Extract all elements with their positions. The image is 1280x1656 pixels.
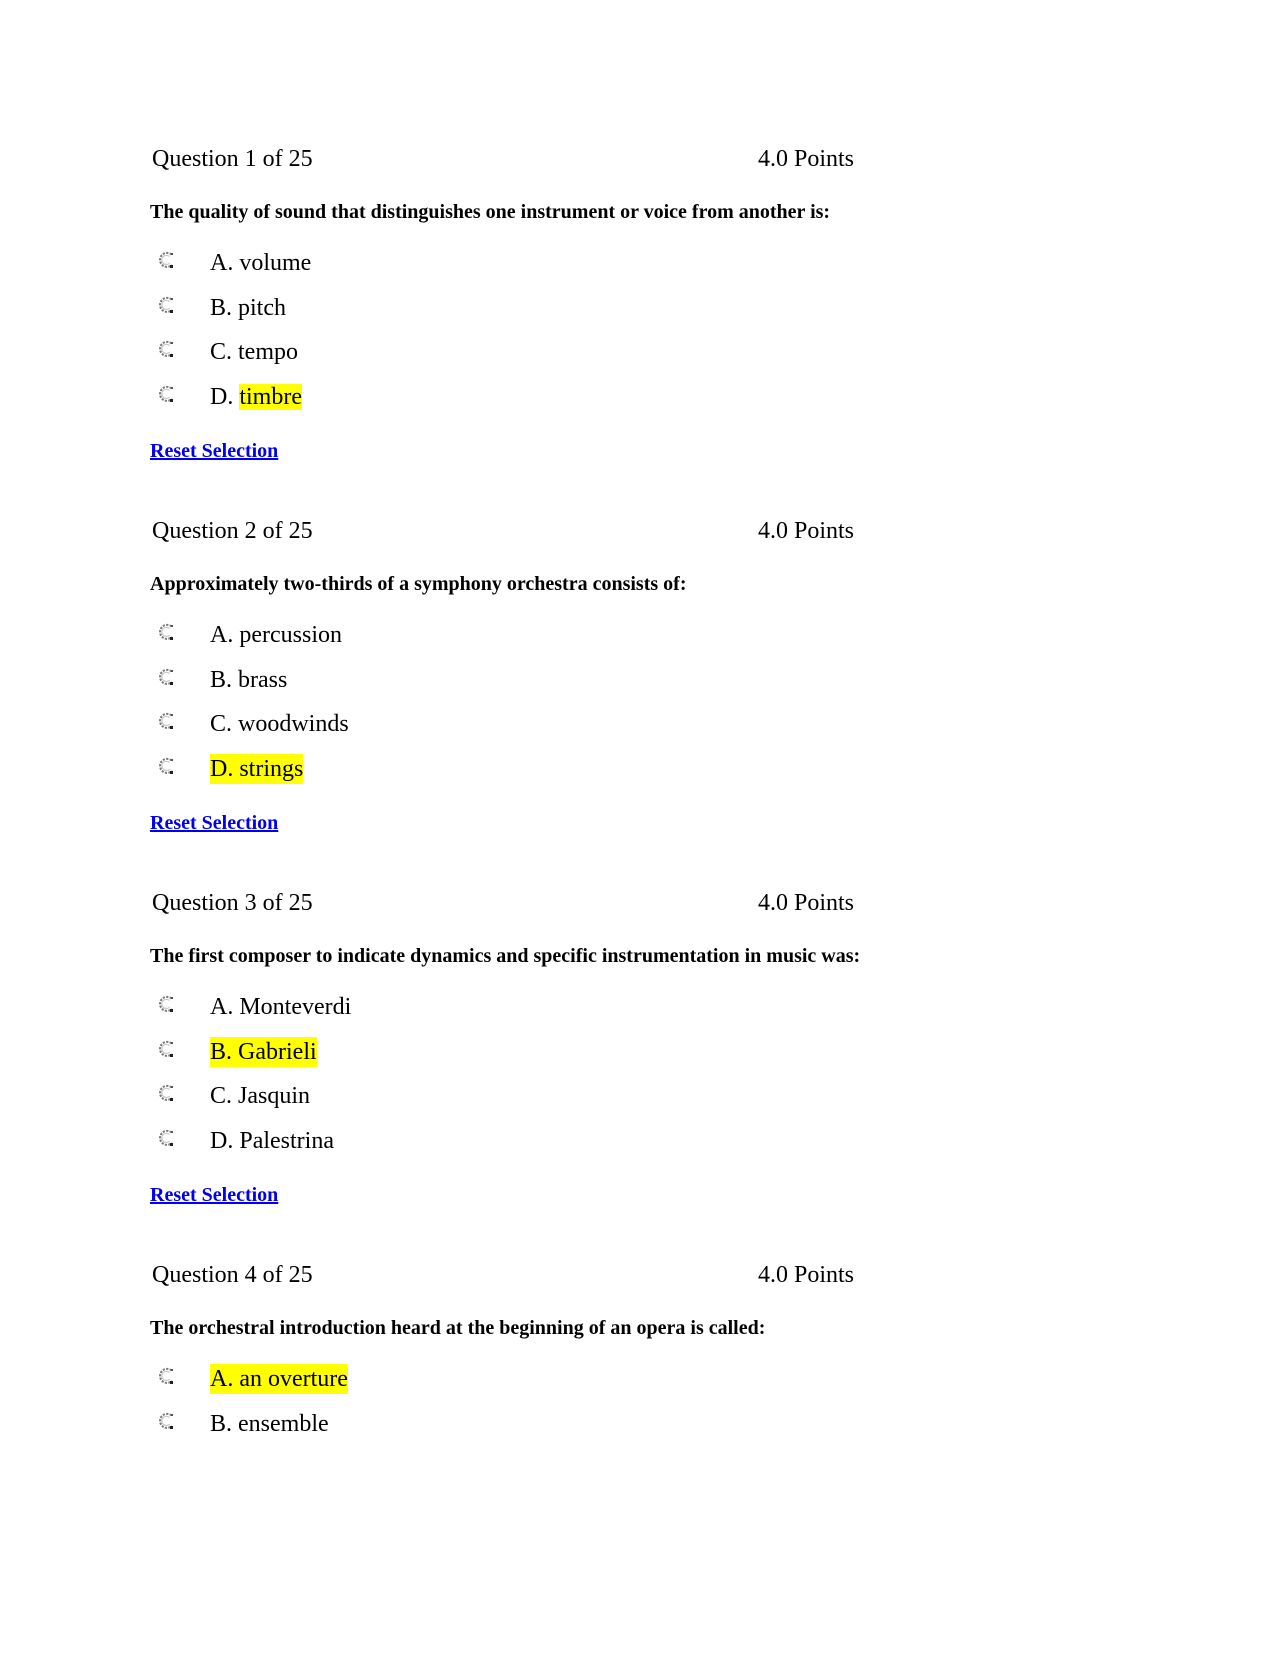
option-a[interactable]	[150, 248, 910, 293]
reset-selection-link[interactable]: Reset Selection	[150, 811, 279, 834]
radio-button-icon[interactable]	[156, 1411, 176, 1431]
option-c[interactable]	[150, 709, 910, 754]
option-prefix: D.	[210, 384, 240, 411]
radio-button-icon[interactable]	[156, 667, 176, 687]
radio-button-icon[interactable]	[156, 1039, 176, 1059]
option-prefix: B.	[210, 294, 239, 321]
option-b[interactable]	[150, 1037, 910, 1082]
option-prefix: D.	[210, 1128, 240, 1155]
option-b[interactable]	[150, 665, 910, 710]
option-label	[210, 1081, 310, 1111]
option-label	[210, 248, 311, 278]
option-answer: strings	[239, 756, 304, 783]
option-answer: woodwinds	[238, 711, 349, 738]
option-answer: Monteverdi	[239, 994, 352, 1020]
option-c[interactable]	[150, 337, 910, 382]
question-header	[150, 1260, 910, 1290]
option-answer: Jasquin	[238, 1083, 311, 1110]
option-prefix: A.	[210, 622, 240, 648]
option-label	[210, 709, 349, 739]
question-number: Question 4 of 25	[152, 1262, 313, 1288]
question-2	[150, 516, 910, 835]
radio-button-icon[interactable]	[156, 994, 176, 1014]
option-answer: Palestrina	[239, 1128, 334, 1155]
option-b[interactable]	[150, 293, 910, 338]
question-header	[150, 516, 910, 546]
option-d[interactable]	[150, 382, 910, 427]
option-label	[210, 293, 286, 323]
radio-button-icon[interactable]	[156, 711, 176, 731]
radio-button-icon[interactable]	[156, 339, 176, 359]
option-a[interactable]	[150, 620, 910, 665]
option-prefix: B.	[210, 1410, 239, 1437]
question-number: Question 2 of 25	[152, 518, 313, 544]
option-answer: tempo	[238, 339, 299, 366]
option-answer: volume	[239, 250, 312, 276]
question-text: Approximately two-thirds of a symphony orchestra consists of:	[150, 573, 687, 595]
option-d[interactable]	[150, 1126, 910, 1171]
question-points: 4.0 Points	[758, 890, 855, 916]
highlighted-answer: timbre	[239, 384, 302, 411]
question-points: 4.0 Points	[758, 146, 855, 172]
option-a[interactable]	[150, 1364, 910, 1409]
radio-button-icon[interactable]	[156, 295, 176, 315]
option-answer: pitch	[238, 294, 287, 321]
question-1	[150, 144, 910, 463]
question-3	[150, 888, 910, 1207]
radio-button-icon[interactable]	[156, 1128, 176, 1148]
option-prefix: C.	[210, 339, 239, 366]
option-prefix: A.	[210, 1366, 240, 1392]
option-label	[210, 1409, 329, 1439]
option-prefix: C.	[210, 1083, 239, 1110]
radio-button-icon[interactable]	[156, 250, 176, 270]
option-label	[210, 665, 287, 695]
radio-button-icon[interactable]	[156, 1366, 176, 1386]
question-header	[150, 888, 910, 918]
option-answer: brass	[238, 666, 288, 693]
option-prefix: A.	[210, 250, 240, 276]
answer-options	[150, 992, 910, 1171]
option-label	[210, 992, 351, 1022]
question-number: Question 1 of 25	[152, 146, 313, 172]
option-prefix: A.	[210, 994, 240, 1020]
answer-options	[150, 620, 910, 799]
radio-button-icon[interactable]	[156, 622, 176, 642]
option-prefix: D.	[210, 756, 240, 783]
option-d[interactable]	[150, 754, 910, 799]
question-4	[150, 1260, 910, 1453]
option-label	[210, 382, 302, 412]
radio-button-icon[interactable]	[156, 1083, 176, 1103]
option-label	[210, 337, 298, 367]
question-points: 4.0 Points	[758, 1262, 855, 1288]
answer-options	[150, 1364, 910, 1453]
highlighted-option-label	[210, 754, 303, 784]
option-answer: an overture	[239, 1366, 348, 1392]
option-prefix: B.	[210, 1038, 239, 1065]
reset-selection-link[interactable]: Reset Selection	[150, 1183, 279, 1206]
highlighted-option-label	[210, 1364, 348, 1394]
option-c[interactable]	[150, 1081, 910, 1126]
question-number: Question 3 of 25	[152, 890, 313, 916]
radio-button-icon[interactable]	[156, 384, 176, 404]
question-text: The quality of sound that distinguishes one instrument or voice from another is:	[150, 201, 831, 223]
reset-selection-link[interactable]: Reset Selection	[150, 439, 279, 462]
question-text: The orchestral introduction heard at the beginning of an opera is called:	[150, 1317, 766, 1339]
option-answer: percussion	[239, 622, 342, 648]
option-a[interactable]	[150, 992, 910, 1037]
answer-options	[150, 248, 910, 427]
option-prefix: C.	[210, 711, 239, 738]
option-answer: ensemble	[238, 1410, 329, 1437]
question-text: The first composer to indicate dynamics and specific instrumentation in music was:	[150, 945, 861, 967]
question-header	[150, 144, 910, 174]
option-label	[210, 1126, 334, 1156]
radio-button-icon[interactable]	[156, 756, 176, 776]
question-points: 4.0 Points	[758, 518, 855, 544]
option-label	[210, 620, 342, 650]
option-prefix: B.	[210, 666, 239, 693]
option-answer: Gabrieli	[238, 1038, 317, 1065]
highlighted-option-label	[210, 1037, 317, 1067]
option-b[interactable]	[150, 1409, 910, 1454]
